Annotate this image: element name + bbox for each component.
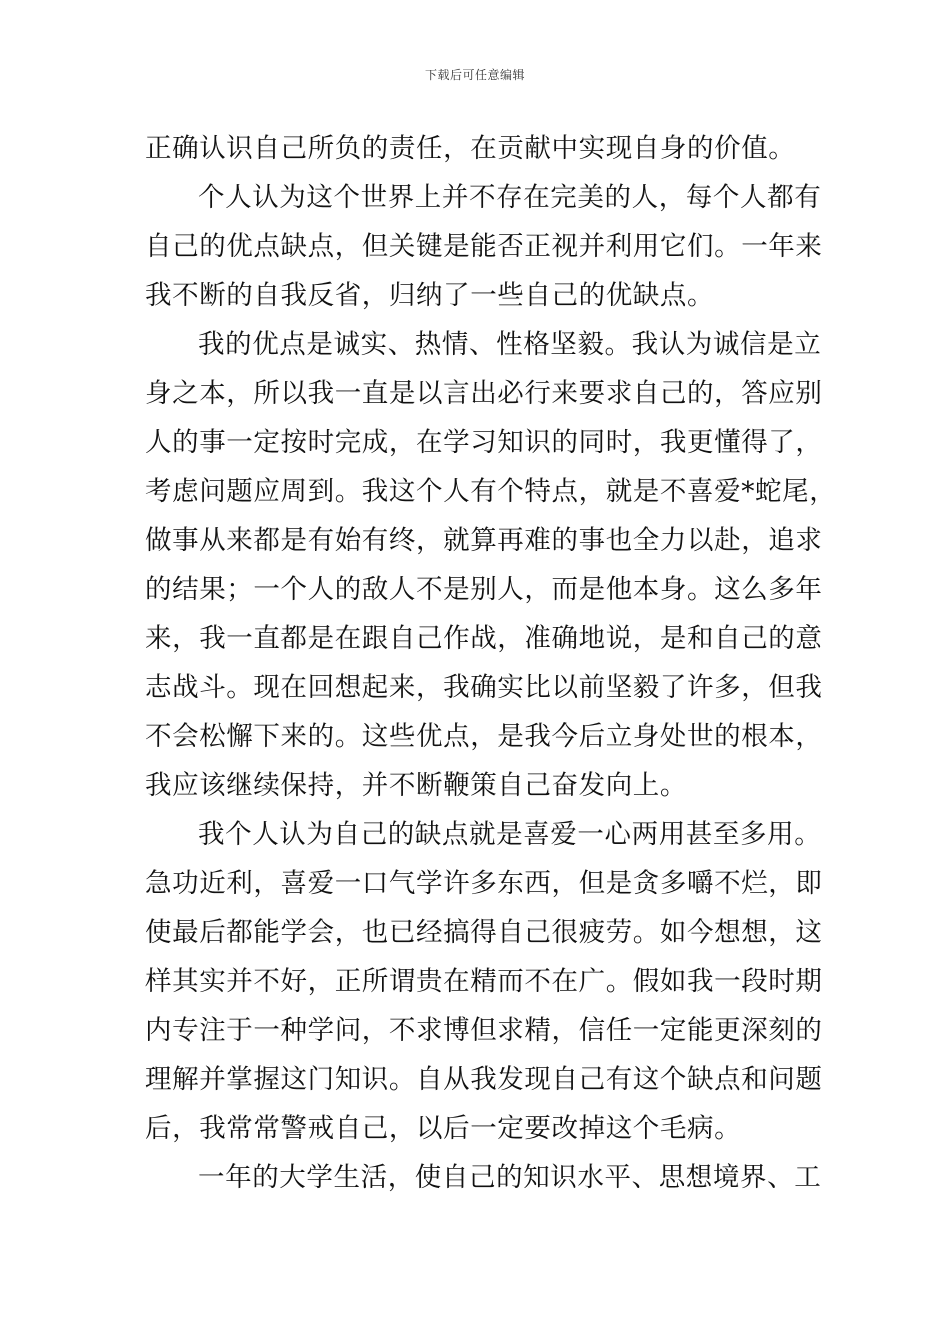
- text-line: 使最后都能学会，也已经搞得自己很疲劳。如今想想，这: [145, 917, 823, 948]
- text-line: 考虑问题应周到。我这个人有个特点，就是不喜爱*蛇尾，: [145, 476, 837, 507]
- text-line: 来，我一直都是在跟自己作战，准确地说，是和自己的意: [145, 623, 823, 654]
- text-line: 内专注于一种学问，不求博但求精，信任一定能更深刻的: [145, 1015, 823, 1046]
- text-line: 正确认识自己所负的责任，在贡献中实现自身的价值。: [145, 133, 796, 164]
- text-line: 自己的优点缺点，但关键是能否正视并利用它们。一年来: [145, 231, 823, 262]
- text-line: 个人认为这个世界上并不存在完美的人，每个人都有: [198, 182, 822, 213]
- text-line: 不会松懈下来的。这些优点，是我今后立身处世的根本，: [145, 721, 823, 752]
- text-line: 做事从来都是有始有终，就算再难的事也全力以赴，追求: [145, 525, 823, 556]
- text-line: 我的优点是诚实、热情、性格坚毅。我认为诚信是立: [198, 329, 822, 360]
- text-line: 理解并掌握这门知识。自从我发现自己有这个缺点和问题: [145, 1064, 823, 1095]
- text-line: 的结果；一个人的敌人不是别人，而是他本身。这么多年: [145, 574, 823, 605]
- text-line: 身之本，所以我一直是以言出必行来要求自己的，答应别: [145, 378, 823, 409]
- text-line: 样其实并不好，正所谓贵在精而不在广。假如我一段时期: [145, 966, 823, 997]
- page-header: 下载后可任意编辑: [424, 68, 525, 82]
- document-body: [145, 124, 837, 1202]
- text-line: 志战斗。现在回想起来，我确实比以前坚毅了许多，但我: [145, 672, 823, 703]
- text-line: 后，我常常警戒自己，以后一定要改掉这个毛病。: [145, 1113, 742, 1144]
- text-line: 人的事一定按时完成，在学习知识的同时，我更懂得了，: [145, 427, 823, 458]
- text-line: 我应该继续保持，并不断鞭策自己奋发向上。: [145, 770, 687, 801]
- text-line: 我不断的自我反省，归纳了一些自己的优缺点。: [145, 280, 715, 311]
- text-line: 一年的大学生活，使自己的知识水平、思想境界、工: [198, 1162, 822, 1193]
- text-line: 我个人认为自己的缺点就是喜爱一心两用甚至多用。: [198, 819, 822, 850]
- text-line: 急功近利，喜爱一口气学许多东西，但是贪多嚼不烂，即: [145, 868, 823, 899]
